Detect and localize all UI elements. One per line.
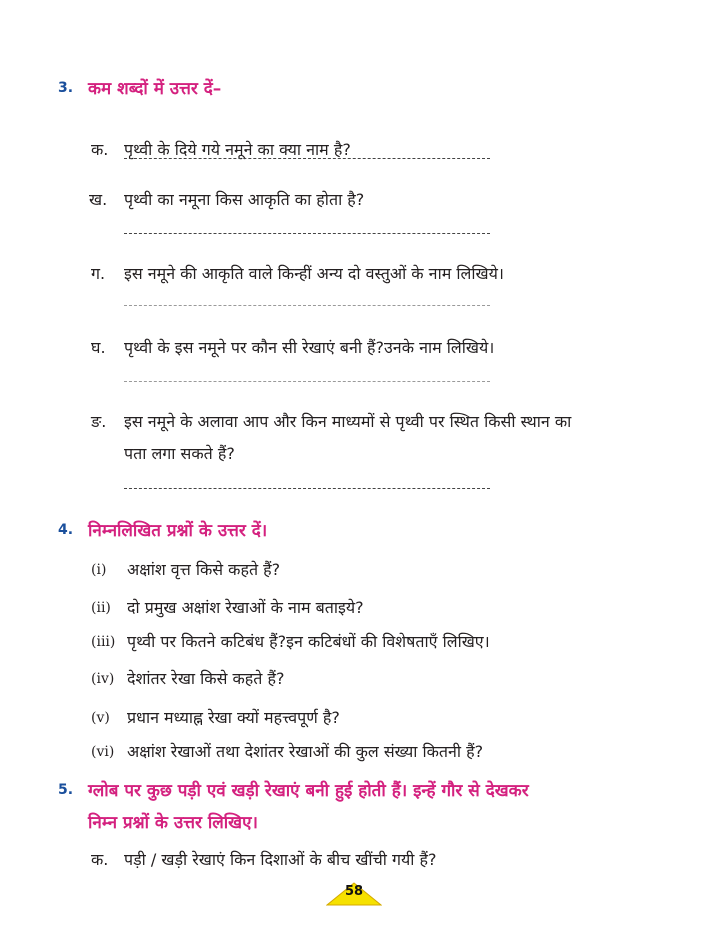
q4-item-iv-text: देशांतर रेखा किसे कहते हैं?: [127, 669, 285, 688]
q5-item-ka-marker: क.: [91, 850, 109, 869]
q4-item-vi-text: अक्षांश रेखाओं तथा देशांतर रेखाओं की कुल संख्या कितनी हैं?: [127, 742, 484, 761]
q4-item-v-text: प्रधान मध्याह्न रेखा क्यों महत्त्वपूर्ण है?: [127, 708, 340, 727]
q3-heading: कम शब्दों में उत्तर दें–: [88, 79, 222, 99]
q3-item-kha-text: पृथ्वी का नमूना किस आकृति का होता है?: [124, 190, 365, 209]
q5-heading-line1: ग्लोब पर कुछ पड़ी एवं खड़ी रेखाएं बनी हुई होती हैं। इन्हें गौर से देखकर: [88, 781, 529, 801]
q4-item-i-text: अक्षांश वृत्त किसे कहते हैं?: [127, 560, 281, 579]
answer-line[interactable]: [124, 381, 490, 382]
q3-item-kha-marker: ख.: [89, 190, 108, 209]
q3-item-nga-text: इस नमूने के अलावा आप और किन माध्यमों से पृथ्वी पर स्थित किसी स्थान का: [124, 412, 572, 431]
q4-item-iii-text: पृथ्वी पर कितने कटिबंध हैं?इन कटिबंधों की विशेषताएँ लिखिए।: [127, 632, 490, 651]
q4-item-vi-marker: (vi): [91, 744, 115, 760]
q4-item-ii-text: दो प्रमुख अक्षांश रेखाओं के नाम बताइये?: [127, 598, 364, 617]
q5-heading-line2: निम्न प्रश्नों के उत्तर लिखिए।: [88, 813, 258, 833]
q4-item-iii-marker: (iii): [91, 634, 116, 650]
answer-line[interactable]: [124, 233, 490, 234]
answer-line[interactable]: [124, 488, 490, 489]
q3-item-ka-text: पृथ्वी के दिये गये नमूने का क्या नाम है?: [124, 140, 351, 159]
q4-heading: निम्नलिखित प्रश्नों के उत्तर दें।: [88, 521, 268, 541]
q3-item-ga-text: इस नमूने की आकृति वाले किन्हीं अन्य दो वस्तुओं के नाम लिखिये।: [124, 264, 504, 283]
q5-item-ka-text: पड़ी / खड़ी रेखाएं किन दिशाओं के बीच खींची गयी हैं?: [124, 850, 437, 869]
q5-number: 5.: [58, 782, 74, 798]
q3-item-nga-marker: ङ.: [91, 412, 107, 431]
q3-item-ka-marker: क.: [91, 140, 109, 159]
page-number: 58: [344, 884, 364, 899]
q3-item-gha-marker: घ.: [91, 338, 106, 357]
q3-item-nga-text-line2: पता लगा सकते हैं?: [124, 444, 235, 463]
q3-number: 3.: [58, 80, 74, 96]
q4-item-ii-marker: (ii): [91, 600, 111, 616]
q4-number: 4.: [58, 522, 74, 538]
q3-item-ga-marker: ग.: [91, 264, 106, 283]
q4-item-i-marker: (i): [91, 562, 107, 578]
q4-item-iv-marker: (iv): [91, 671, 115, 687]
q3-item-gha-text: पृथ्वी के इस नमूने पर कौन सी रेखाएं बनी हैं?उनके नाम लिखिये।: [124, 338, 495, 357]
answer-line[interactable]: [124, 158, 490, 159]
q4-item-v-marker: (v): [91, 710, 110, 726]
answer-line[interactable]: [124, 305, 490, 306]
